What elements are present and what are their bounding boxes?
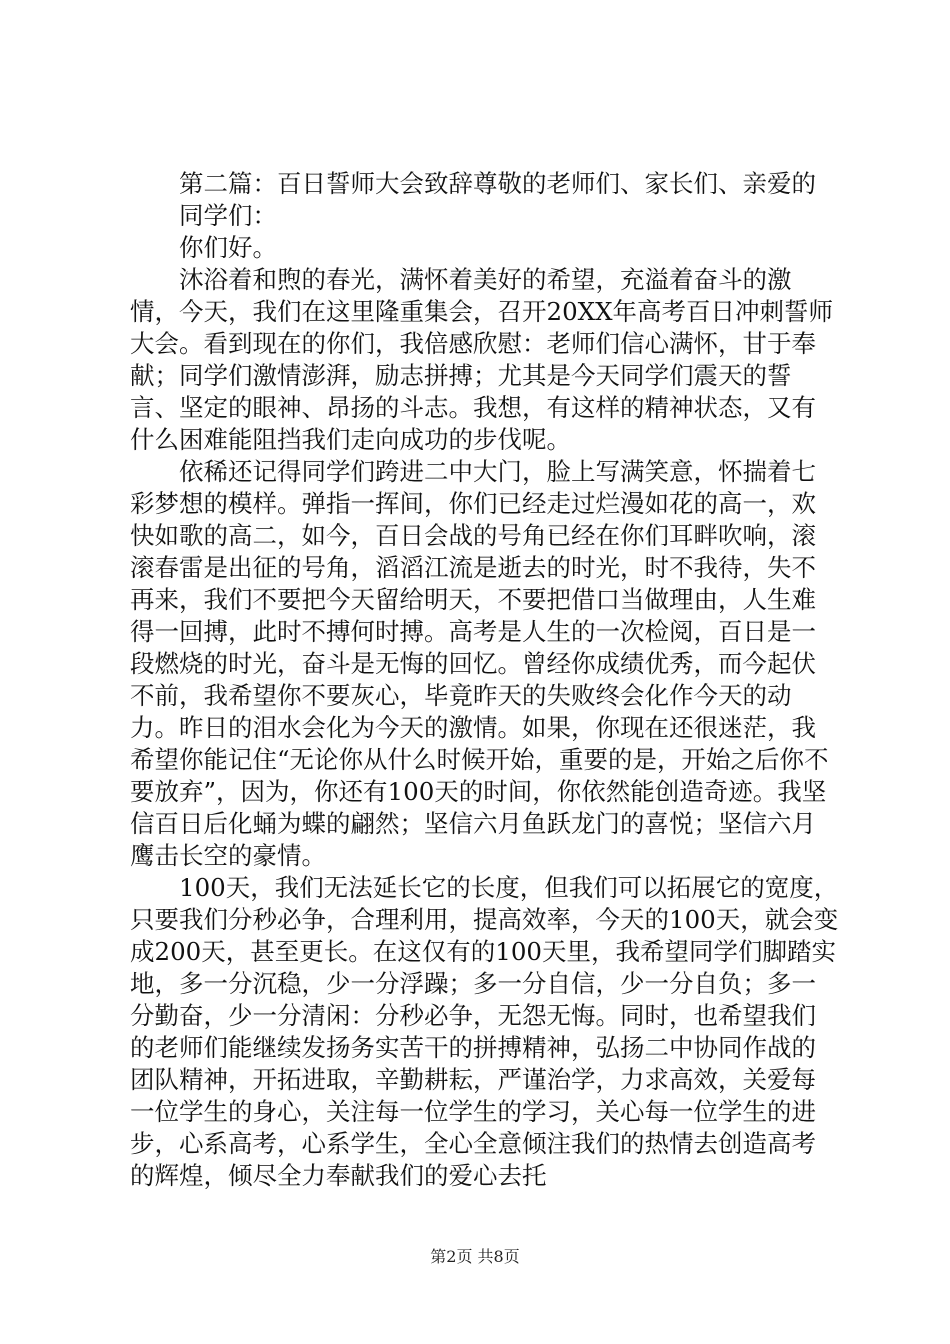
body-paragraph-2: 依稀还记得同学们跨进二中大门，脸上写满笑意，怀揣着七彩梦想的模样。弹指一挥间，你们已经走过烂漫如花的高一，欢快如歌的高二，如今，百日会战的号角已经在你们耳畔吹响，滚滚春雷是出征的号角，滔滔江流是逝去的时光，时不我待，失不再来，我们不要把今天留给明天，不要把借口当做理由，人生难得一回搏，此时不搏何时搏。高考是人生的一次检阅，百日是一段燃烧的时光，奋斗是无悔的回忆。曾经你成绩优秀，而今起伏不前，我希望你不要灰心，毕竟昨天的失败终会化作今天的动力。昨日的泪水会化为今天的激情。如果，你现在还很迷茫，我希望你能记住“无论你从什么时候开始，重要的是，开始之后你不要放弃”，因为，你还有100天的时间，你依然能创造奇迹。我坚信百日后化蛹为蝶的翩然；坚信六月鱼跃龙门的喜悦；坚信六月鹰击长空的豪情。: [130, 457, 829, 870]
body-paragraph-3: 100天，我们无法延长它的长度，但我们可以拓展它的宽度，只要我们分秒必争，合理利用，提高效率，今天的100天，就会变成200天，甚至更长。在这仅有的100天里，我希望同学们脚踏实地，多一分沉稳，少一分浮躁；多一分自信，少一分自负；多一分勤奋，少一分清闲：分秒必争，无怨无悔。同时，也希望我们的老师们能继续发扬务实苦干的拼搏精神，弘扬二中协同作战的团队精神，开拓进取，辛勤耕耘，严谨治学，力求高效，关爱每一位学生的身心，关注每一位学生的学习，关心每一位学生的进步，心系高考，心系学生，全心全意倾注我们的热情去创造高考的辉煌，倾尽全力奉献我们的爱心去托: [130, 873, 839, 1190]
greeting-paragraph: 你们好。: [179, 233, 277, 262]
body-paragraph-1: 沐浴着和煦的春光，满怀着美好的希望，充溢着奋斗的激情，今天，我们在这里隆重集会，召开20XX年高考百日冲刺誓师大会。看到现在的你们，我倍感欣慰：老师们信心满怀，甘于奉献；同学们激情澎湃，励志拼搏；尤其是今天同学们震天的誓言、坚定的眼神、昂扬的斗志。我想，有这样的精神状态，又有什么困难能阻挡我们走向成功的步伐呢。: [130, 265, 834, 454]
title-paragraph: 第二篇：百日誓师大会致辞尊敬的老师们、家长们、亲爱的: [179, 169, 816, 198]
salutation-paragraph: 同学们：: [179, 201, 277, 230]
document-body: [130, 168, 840, 1192]
page-number-footer: 第2页 共8页: [430, 1247, 520, 1266]
